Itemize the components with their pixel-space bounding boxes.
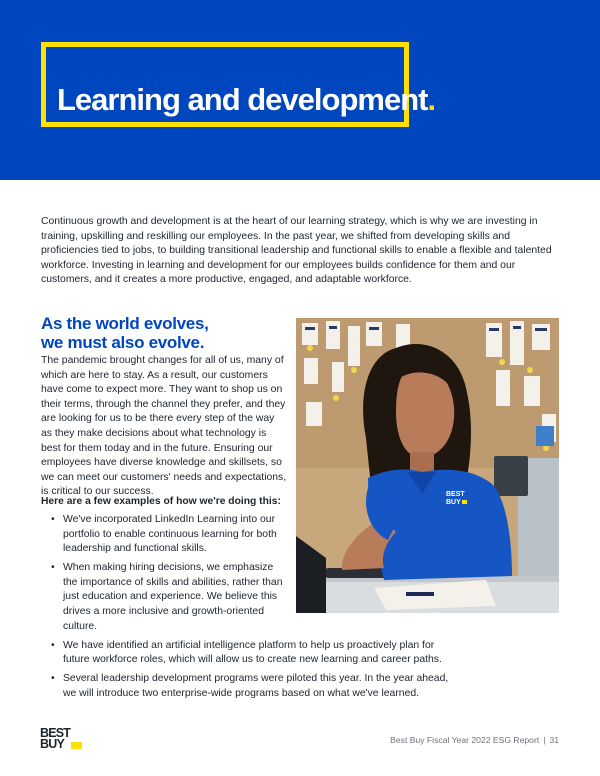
employee-photo (296, 318, 559, 613)
logo-line1: BEST (40, 726, 71, 740)
list-item: • We've incorporated LinkedIn Learning into our portfolio to enable continuous learning for both leadership and functional skills. (51, 513, 288, 557)
footer-separator: | (543, 735, 546, 745)
examples-heading: Here are a few examples of how we're doing this: (41, 496, 281, 507)
logo-line2: BUY (40, 737, 64, 751)
report-name: Best Buy Fiscal Year 2022 ESG Report (390, 735, 540, 745)
best-buy-logo (40, 726, 84, 754)
logo-tag-icon (71, 742, 82, 749)
shirt-logo-line1: BEST (446, 491, 465, 498)
section-heading: As the world evolves, we must also evolve. (41, 314, 209, 352)
page-title: Learning and development. (57, 82, 436, 117)
list-item: • We have identified an artificial intelligence platform to help us proactively plan for future workforce roles, which will allow us to create new learning and career paths. (51, 639, 463, 668)
intro-paragraph: Continuous growth and development is at the heart of our learning strategy, which is why we are investing in training, upskilling and reskilling our employees. In the past year, we shifted from developing skills and proficiencies tied to jobs, to building transitional leadership and functional skills to enable a flexible and talented workforce. Investing in learning and development for our employees builds confidence for them and our customers, and it creates a more productive, engaged, and adaptable workforce. (41, 216, 552, 286)
shirt-logo-line2: BUY (446, 499, 461, 506)
title-dot: . (427, 82, 436, 117)
list-item: • When making hiring decisions, we emphasize the importance of skills and abilities, rather than just education and experience. We believe this drives a more inclusive and growth-oriented culture. (51, 561, 288, 634)
footer-text (390, 735, 559, 745)
list-item: • Several leadership development programs were piloted this year. In the year ahead, we will introduce two enterprise-wide programs based on what we've learned. (51, 672, 463, 701)
section-body: The pandemic brought changes for all of us, many of which are here to stay. As a result, our customers have come to expect more. They want to shop us on their terms, through the channel they prefer, and they are looking for us to be there every step of the way as they make decisions about what technology is best for them today and in the future. Ensuring our employees have diverse knowledge and skillsets, so we can meet our customers' needs and expectations, is critical to our success. (41, 355, 287, 498)
header-banner (0, 0, 600, 180)
page-number: 31 (549, 735, 559, 745)
